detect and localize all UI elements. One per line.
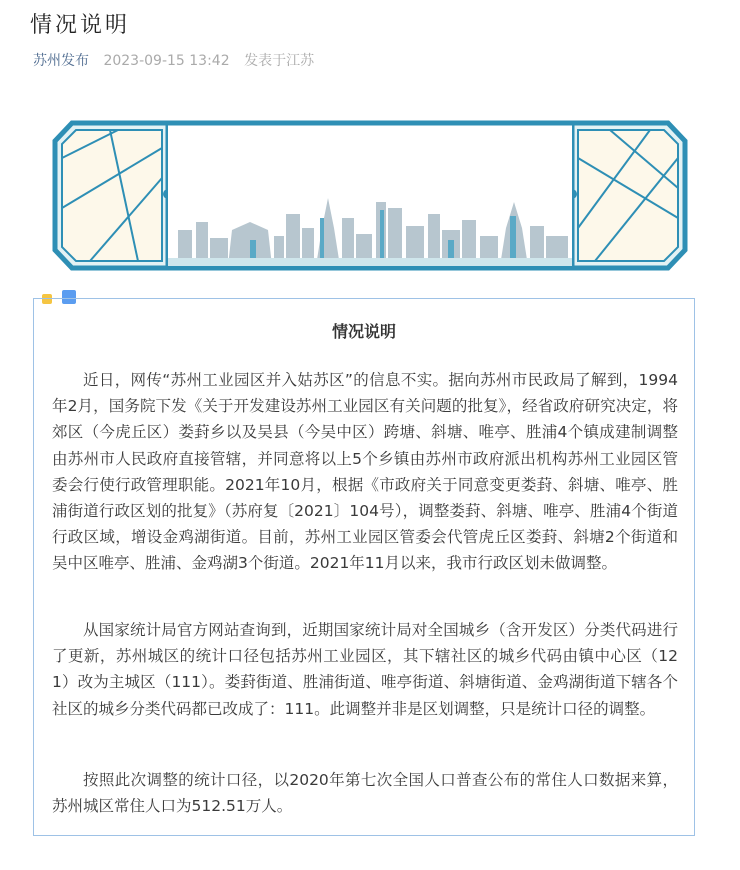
notice-paragraph-3: 按照此次调整的统计口径，以2020年第七次全国人口普查公布的常住人口数据来算，苏州城区常住人口为512.51万人。 [52,771,678,816]
publish-date: 2023-09-15 13:42 [103,53,230,69]
author-link[interactable]: 苏州发布 [33,53,89,69]
page-title: 情况说明 [30,13,131,38]
notice-box [33,298,695,836]
notice-paragraph-1: 近日，网传“苏州工业园区并入姑苏区”的信息不实。据向苏州市民政局了解到，1994年2月，国务院下发《关于开发建设苏州工业园区有关问题的批复》，经省政府研究决定，将郊区（今虎丘区）娄葑乡以及吴县（今吴中区）跨塘、斜塘、唯亭、胜浦4个镇成建制调整由苏州市人民政府直接管辖，并同意将以上5个乡镇由苏州市政府派出机构苏州工业园区管委会行使行政管理职能。2021年10月，根据《市政府关于同意变更娄葑、斜塘、唯亭、胜浦街道行政区划的批复》（苏府复〔2021〕104号），调整娄葑、斜塘、唯亭、胜浦4个街道行政区域，增设金鸡湖街道。目前，苏州工业园区管委会代管虎丘区娄葑、斜塘2个街道和吴中区唯亭、胜浦、金鸡湖3个街道。2021年11月以来，我市行政区划未做调整。 [52,371,678,573]
article-meta [33,50,314,70]
right-frame-panel [578,130,678,261]
notice-paragraph-2: 从国家统计局官方网站查询到，近期国家统计局对全国城乡（含开发区）分类代码进行了更新，苏州城区的统计口径包括苏州工业园区，其下辖社区的城乡代码由镇中心区（121）改为主城区（111）。娄葑街道、胜浦街道、唯亭街道、斜塘街道、金鸡湖街道下辖各个社区的城乡分类代码都已改成了：111。此调整并非是区划调整，只是统计口径的调整。 [52,621,678,718]
city-skyline-banner [50,118,690,278]
notice-heading: 情况说明 [331,322,396,341]
publish-location: 发表于江苏 [244,53,315,69]
